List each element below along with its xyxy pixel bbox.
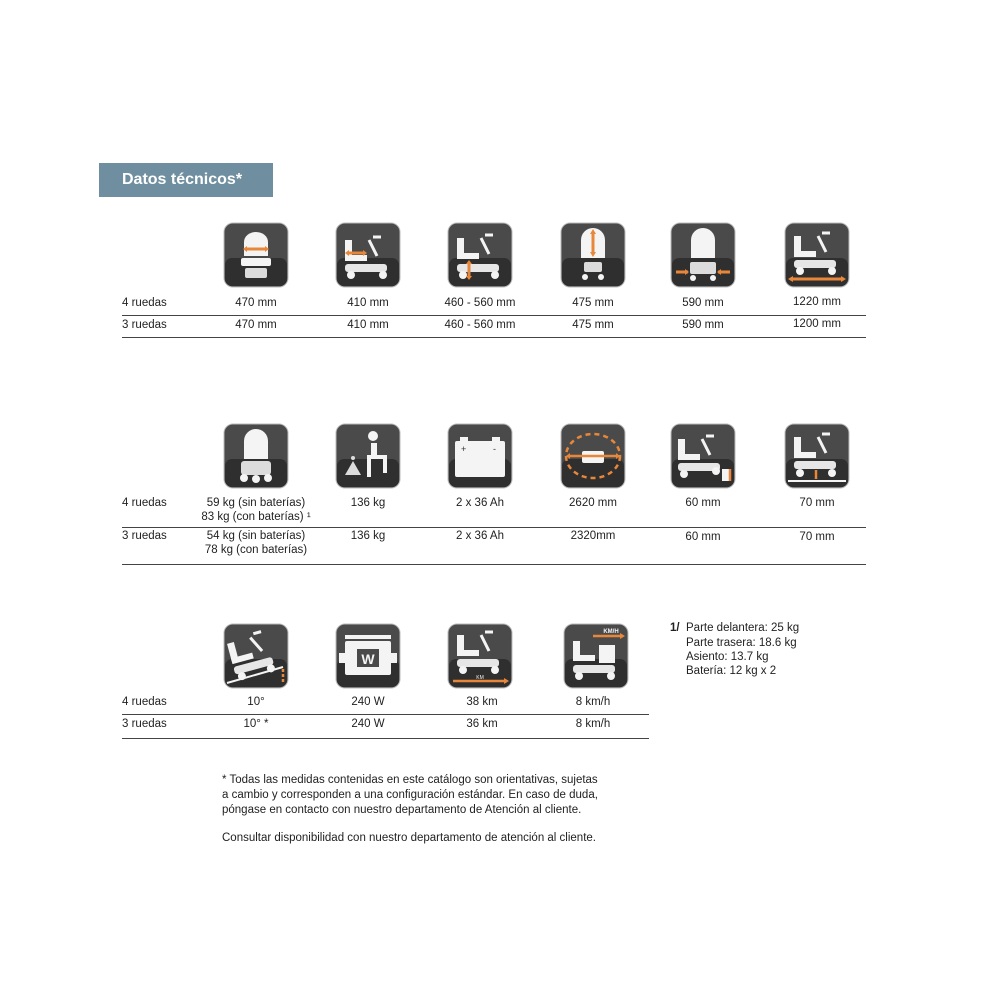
section-title-bar: [99, 163, 273, 197]
overall-width-3-value: 590 mm: [682, 319, 724, 331]
range-3-value: 36 km: [466, 718, 498, 730]
disclaimer-line: * Todas las medidas contenidas en este catálogo son orientativas, sujetas: [222, 774, 598, 786]
max-speed-4-value: 8 km/h: [575, 696, 611, 708]
row-label-4-ruedas: 4 ruedas: [122, 497, 167, 509]
battery-4-value: 2 x 36 Ah: [456, 497, 504, 509]
disclaimer-line: a cambio y corresponden a una configuración estándar. En caso de duda,: [222, 789, 598, 801]
seat-width-4-value: 470 mm: [235, 297, 277, 309]
svg-text:-: -: [493, 444, 496, 454]
max-speed-3-value: 8 km/h: [575, 718, 611, 730]
max-speed-icon: [563, 623, 629, 689]
turning-diameter-3-value: 2320mm: [570, 530, 616, 542]
motor-power-icon: [335, 623, 401, 689]
max-user-weight-icon: [335, 423, 401, 489]
row-divider: [122, 527, 866, 528]
ground-clearance-3-value: 70 mm: [799, 531, 835, 543]
range-icon: [447, 623, 513, 689]
row-label-4-ruedas: 4 ruedas: [122, 297, 167, 309]
weight-3-value-line-2: 78 kg (con baterías): [204, 544, 308, 556]
motor-power-icon-text: W: [361, 651, 375, 667]
availability-note: Consultar disponibilidad con nuestro departamento de atención al cliente.: [222, 832, 596, 844]
battery-3-value: 2 x 36 Ah: [456, 530, 504, 542]
seat-depth-icon: [335, 222, 401, 288]
overall-length-3-value: 1200 mm: [793, 318, 841, 330]
weight-4-value-line-2: 83 kg (con baterías) ¹: [201, 511, 311, 523]
seat-height-4-value: 460 - 560 mm: [444, 297, 516, 309]
seat-width-3-value: 470 mm: [235, 319, 277, 331]
row-label-3-ruedas: 3 ruedas: [122, 319, 167, 331]
turning-diameter-icon: [560, 423, 626, 489]
max-incline-icon: [223, 623, 289, 689]
ground-clearance-4-value: 70 mm: [799, 497, 835, 509]
ground-clearance-icon: [784, 423, 850, 489]
overall-length-icon: [784, 222, 850, 288]
backrest-height-3-value: 475 mm: [572, 319, 614, 331]
weight-icon: [223, 423, 289, 489]
row-divider: [122, 315, 866, 316]
overall-length-4-value: 1220 mm: [793, 296, 841, 308]
max-user-weight-4-value: 136 kg: [350, 497, 386, 509]
row-label-3-ruedas: 3 ruedas: [122, 718, 167, 730]
obstacle-climb-icon: [670, 423, 736, 489]
seat-width-icon: [223, 222, 289, 288]
seat-height-3-value: 460 - 560 mm: [444, 319, 516, 331]
section-divider: [122, 337, 866, 338]
footnote-1-marker: 1/: [670, 622, 680, 634]
motor-power-3-value: 240 W: [351, 718, 385, 730]
row-label-3-ruedas: 3 ruedas: [122, 530, 167, 542]
weight-3-value-line-1: 54 kg (sin baterías): [206, 530, 306, 542]
seat-depth-3-value: 410 mm: [347, 319, 389, 331]
max-incline-4-value: 10°: [247, 696, 265, 708]
section-divider: [122, 564, 866, 565]
turning-diameter-4-value: 2620 mm: [569, 497, 617, 509]
backrest-height-icon: [560, 222, 626, 288]
row-label-4-ruedas: 4 ruedas: [122, 696, 167, 708]
seat-height-icon: [447, 222, 513, 288]
max-incline-3-value: 10° *: [243, 718, 269, 730]
max-user-weight-3-value: 136 kg: [350, 530, 386, 542]
footnote-1-line: Parte delantera: 25 kg: [686, 622, 800, 634]
row-divider: [122, 714, 649, 715]
overall-width-icon: [670, 222, 736, 288]
range-4-value: 38 km: [466, 696, 498, 708]
disclaimer-line: póngase en contacto con nuestro departamento de Atención al cliente.: [222, 804, 582, 816]
obstacle-climb-4-value: 60 mm: [685, 497, 721, 509]
backrest-height-4-value: 475 mm: [572, 297, 614, 309]
range-icon-text: KM: [476, 675, 484, 681]
section-divider: [122, 738, 649, 739]
section-title: Datos técnicos*: [122, 171, 243, 188]
battery-icon: [447, 423, 513, 489]
obstacle-climb-3-value: 60 mm: [685, 531, 721, 543]
footnote-1-line: Batería: 12 kg x 2: [686, 665, 777, 677]
overall-width-4-value: 590 mm: [682, 297, 724, 309]
weight-4-value-line-1: 59 kg (sin baterías): [206, 497, 306, 509]
seat-depth-4-value: 410 mm: [347, 297, 389, 309]
motor-power-4-value: 240 W: [351, 696, 385, 708]
max-speed-icon-text: KM/H: [603, 629, 619, 635]
footnote-1-line: Parte trasera: 18.6 kg: [686, 637, 797, 649]
footnote-1-line: Asiento: 13.7 kg: [686, 651, 769, 663]
svg-text:+: +: [461, 444, 467, 454]
